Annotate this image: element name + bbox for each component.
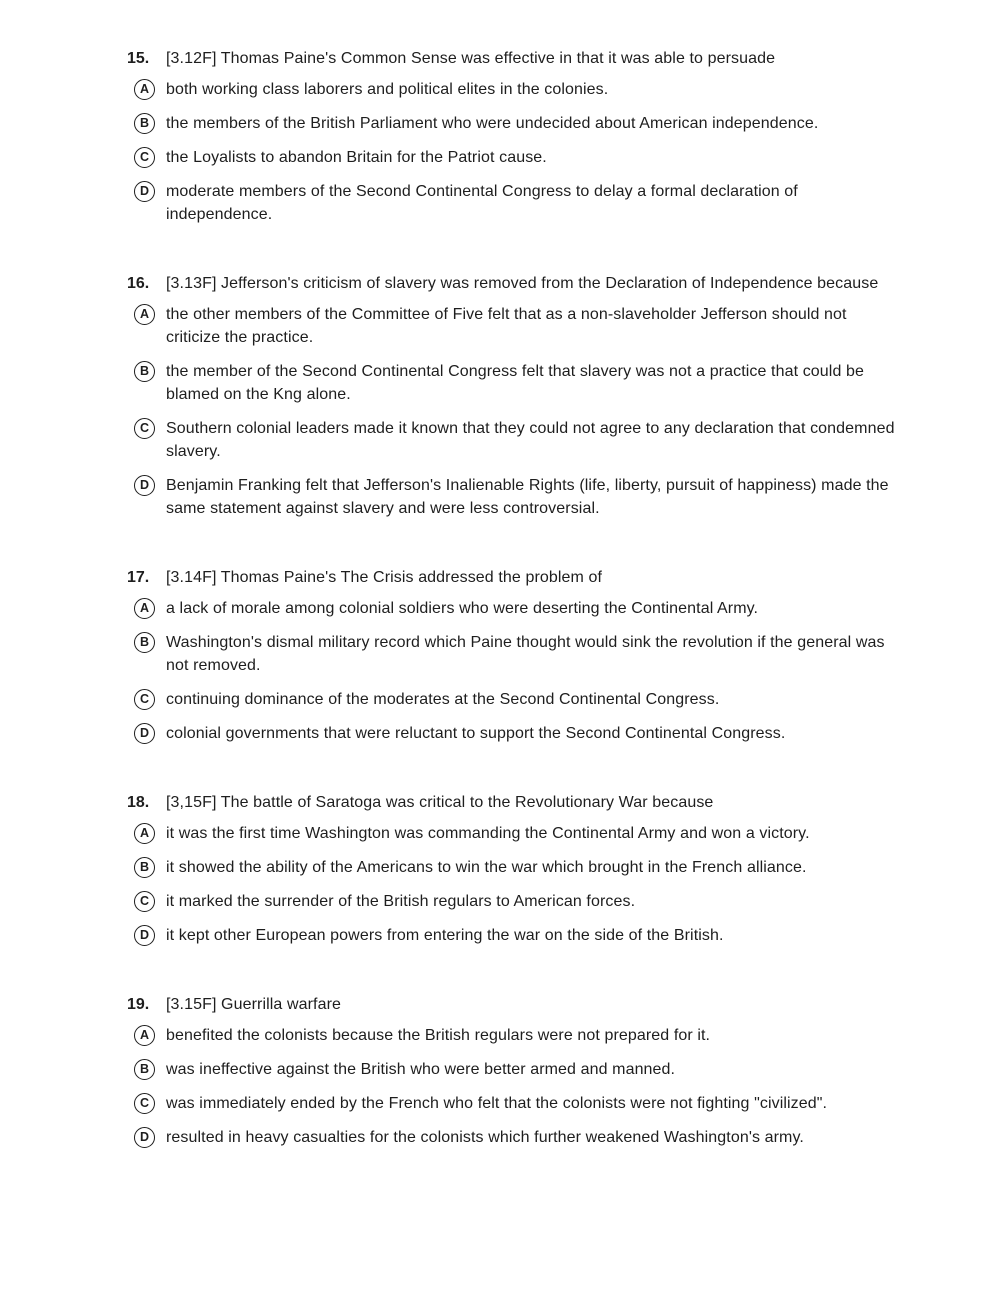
question-block bbox=[127, 993, 912, 1149]
answer-bubble[interactable] bbox=[134, 181, 155, 202]
answer-bubble[interactable] bbox=[134, 361, 155, 382]
question-prompt: [3,15F] The battle of Saratoga was critical to the Revolutionary War because bbox=[166, 794, 714, 811]
question-number: 18. bbox=[127, 794, 150, 811]
answer-option[interactable] bbox=[127, 78, 912, 101]
answer-option-label: it was the first time Washington was commanding the Continental Army and won a victory. bbox=[166, 825, 810, 842]
answer-bubble[interactable] bbox=[134, 1127, 155, 1148]
answer-option-label: both working class laborers and political elites in the colonies. bbox=[166, 81, 609, 98]
options-list bbox=[127, 78, 912, 226]
options-list bbox=[127, 597, 912, 745]
answer-option[interactable] bbox=[127, 856, 912, 879]
answer-bubble[interactable] bbox=[134, 723, 155, 744]
question-block bbox=[127, 791, 912, 947]
answer-option-label: moderate members of the Second Continental Congress to delay a formal declaration of independence. bbox=[166, 183, 798, 223]
answer-option[interactable] bbox=[127, 146, 912, 169]
answer-option[interactable] bbox=[127, 1092, 912, 1115]
answer-letter: A bbox=[139, 826, 150, 841]
answer-option-label: colonial governments that were reluctant to support the Second Continental Congress. bbox=[166, 725, 786, 742]
answer-bubble[interactable] bbox=[134, 857, 155, 878]
answer-letter: A bbox=[139, 307, 150, 322]
question-number: 19. bbox=[127, 996, 150, 1013]
answer-bubble[interactable] bbox=[134, 79, 155, 100]
answer-letter: B bbox=[139, 364, 150, 379]
answer-option[interactable] bbox=[127, 631, 912, 677]
question-prompt: [3.13F] Jefferson's criticism of slavery was removed from the Declaration of Independence because bbox=[166, 275, 879, 292]
answer-option-label: resulted in heavy casualties for the colonists which further weakened Washington's army. bbox=[166, 1129, 804, 1146]
answer-option[interactable] bbox=[127, 112, 912, 135]
answer-letter: C bbox=[139, 421, 150, 436]
answer-option-label: Washington's dismal military record which Paine thought would sink the revolution if the general was not removed. bbox=[166, 634, 885, 674]
answer-option-label: was ineffective against the British who were better armed and manned. bbox=[166, 1061, 676, 1078]
answer-letter: D bbox=[139, 928, 150, 943]
answer-option[interactable] bbox=[127, 1058, 912, 1081]
answer-option-label: Southern colonial leaders made it known that they could not agree to any declaration that condemned slavery. bbox=[166, 420, 895, 460]
answer-letter: A bbox=[139, 601, 150, 616]
answer-option-label: continuing dominance of the moderates at the Second Continental Congress. bbox=[166, 691, 720, 708]
answer-letter: D bbox=[139, 726, 150, 741]
question-block bbox=[127, 47, 912, 226]
answer-letter: C bbox=[139, 150, 150, 165]
answer-bubble[interactable] bbox=[134, 632, 155, 653]
answer-option[interactable] bbox=[127, 303, 912, 349]
question-number: 16. bbox=[127, 275, 150, 292]
answer-bubble[interactable] bbox=[134, 147, 155, 168]
answer-bubble[interactable] bbox=[134, 823, 155, 844]
question-prompt: [3.12F] Thomas Paine's Common Sense was effective in that it was able to persuade bbox=[166, 50, 776, 67]
answer-option[interactable] bbox=[127, 924, 912, 947]
answer-option-label: was immediately ended by the French who felt that the colonists were not fighting "civilized". bbox=[166, 1095, 828, 1112]
question-block bbox=[127, 272, 912, 520]
answer-option-label: Benjamin Franking felt that Jefferson's Inalienable Rights (life, liberty, pursuit of happiness) made the same statement against slavery and were less controversial. bbox=[166, 477, 889, 517]
answer-letter: A bbox=[139, 1028, 150, 1043]
question-prompt: [3.14F] Thomas Paine's The Crisis addressed the problem of bbox=[166, 569, 603, 586]
answer-bubble[interactable] bbox=[134, 304, 155, 325]
answer-option[interactable] bbox=[127, 1126, 912, 1149]
answer-option[interactable] bbox=[127, 722, 912, 745]
answer-option[interactable] bbox=[127, 1024, 912, 1047]
answer-bubble[interactable] bbox=[134, 475, 155, 496]
answer-option-label: benefited the colonists because the British regulars were not prepared for it. bbox=[166, 1027, 711, 1044]
answer-letter: B bbox=[139, 116, 150, 131]
question-block bbox=[127, 566, 912, 745]
question-number: 17. bbox=[127, 569, 150, 586]
answer-bubble[interactable] bbox=[134, 925, 155, 946]
answer-option-label: a lack of morale among colonial soldiers who were deserting the Continental Army. bbox=[166, 600, 759, 617]
answer-letter: C bbox=[139, 692, 150, 707]
answer-bubble[interactable] bbox=[134, 891, 155, 912]
answer-option-label: the member of the Second Continental Congress felt that slavery was not a practice that could be blamed on the Kng alone. bbox=[166, 363, 864, 403]
answer-option[interactable] bbox=[127, 597, 912, 620]
answer-option[interactable] bbox=[127, 822, 912, 845]
answer-letter: D bbox=[139, 1130, 150, 1145]
answer-letter: C bbox=[139, 1096, 150, 1111]
options-list bbox=[127, 822, 912, 947]
question-header bbox=[127, 272, 912, 295]
answer-letter: B bbox=[139, 860, 150, 875]
answer-option-label: it showed the ability of the Americans to win the war which brought in the French alliance. bbox=[166, 859, 807, 876]
answer-letter: D bbox=[139, 478, 150, 493]
answer-option-label: the Loyalists to abandon Britain for the Patriot cause. bbox=[166, 149, 547, 166]
answer-option-label: it kept other European powers from entering the war on the side of the British. bbox=[166, 927, 724, 944]
options-list bbox=[127, 303, 912, 520]
answer-bubble[interactable] bbox=[134, 418, 155, 439]
answer-option-label: it marked the surrender of the British regulars to American forces. bbox=[166, 893, 636, 910]
answer-bubble[interactable] bbox=[134, 1093, 155, 1114]
options-list bbox=[127, 1024, 912, 1149]
answer-option[interactable] bbox=[127, 360, 912, 406]
answer-bubble[interactable] bbox=[134, 1025, 155, 1046]
answer-option[interactable] bbox=[127, 180, 912, 226]
question-header bbox=[127, 993, 912, 1016]
answer-option[interactable] bbox=[127, 890, 912, 913]
question-header bbox=[127, 47, 912, 70]
answer-option[interactable] bbox=[127, 474, 912, 520]
answer-bubble[interactable] bbox=[134, 113, 155, 134]
answer-bubble[interactable] bbox=[134, 689, 155, 710]
answer-bubble[interactable] bbox=[134, 1059, 155, 1080]
question-prompt: [3.15F] Guerrilla warfare bbox=[166, 996, 342, 1013]
question-number: 15. bbox=[127, 50, 150, 67]
answer-option[interactable] bbox=[127, 688, 912, 711]
answer-letter: D bbox=[139, 184, 150, 199]
question-header bbox=[127, 791, 912, 814]
answer-letter: C bbox=[139, 894, 150, 909]
answer-option[interactable] bbox=[127, 417, 912, 463]
answer-option-label: the other members of the Committee of Five felt that as a non-slaveholder Jefferson should not criticize the practice. bbox=[166, 306, 847, 346]
answer-letter: B bbox=[139, 1062, 150, 1077]
question-header bbox=[127, 566, 912, 589]
answer-letter: A bbox=[139, 82, 150, 97]
answer-letter: B bbox=[139, 635, 150, 650]
answer-option-label: the members of the British Parliament who were undecided about American independence. bbox=[166, 115, 819, 132]
answer-bubble[interactable] bbox=[134, 598, 155, 619]
